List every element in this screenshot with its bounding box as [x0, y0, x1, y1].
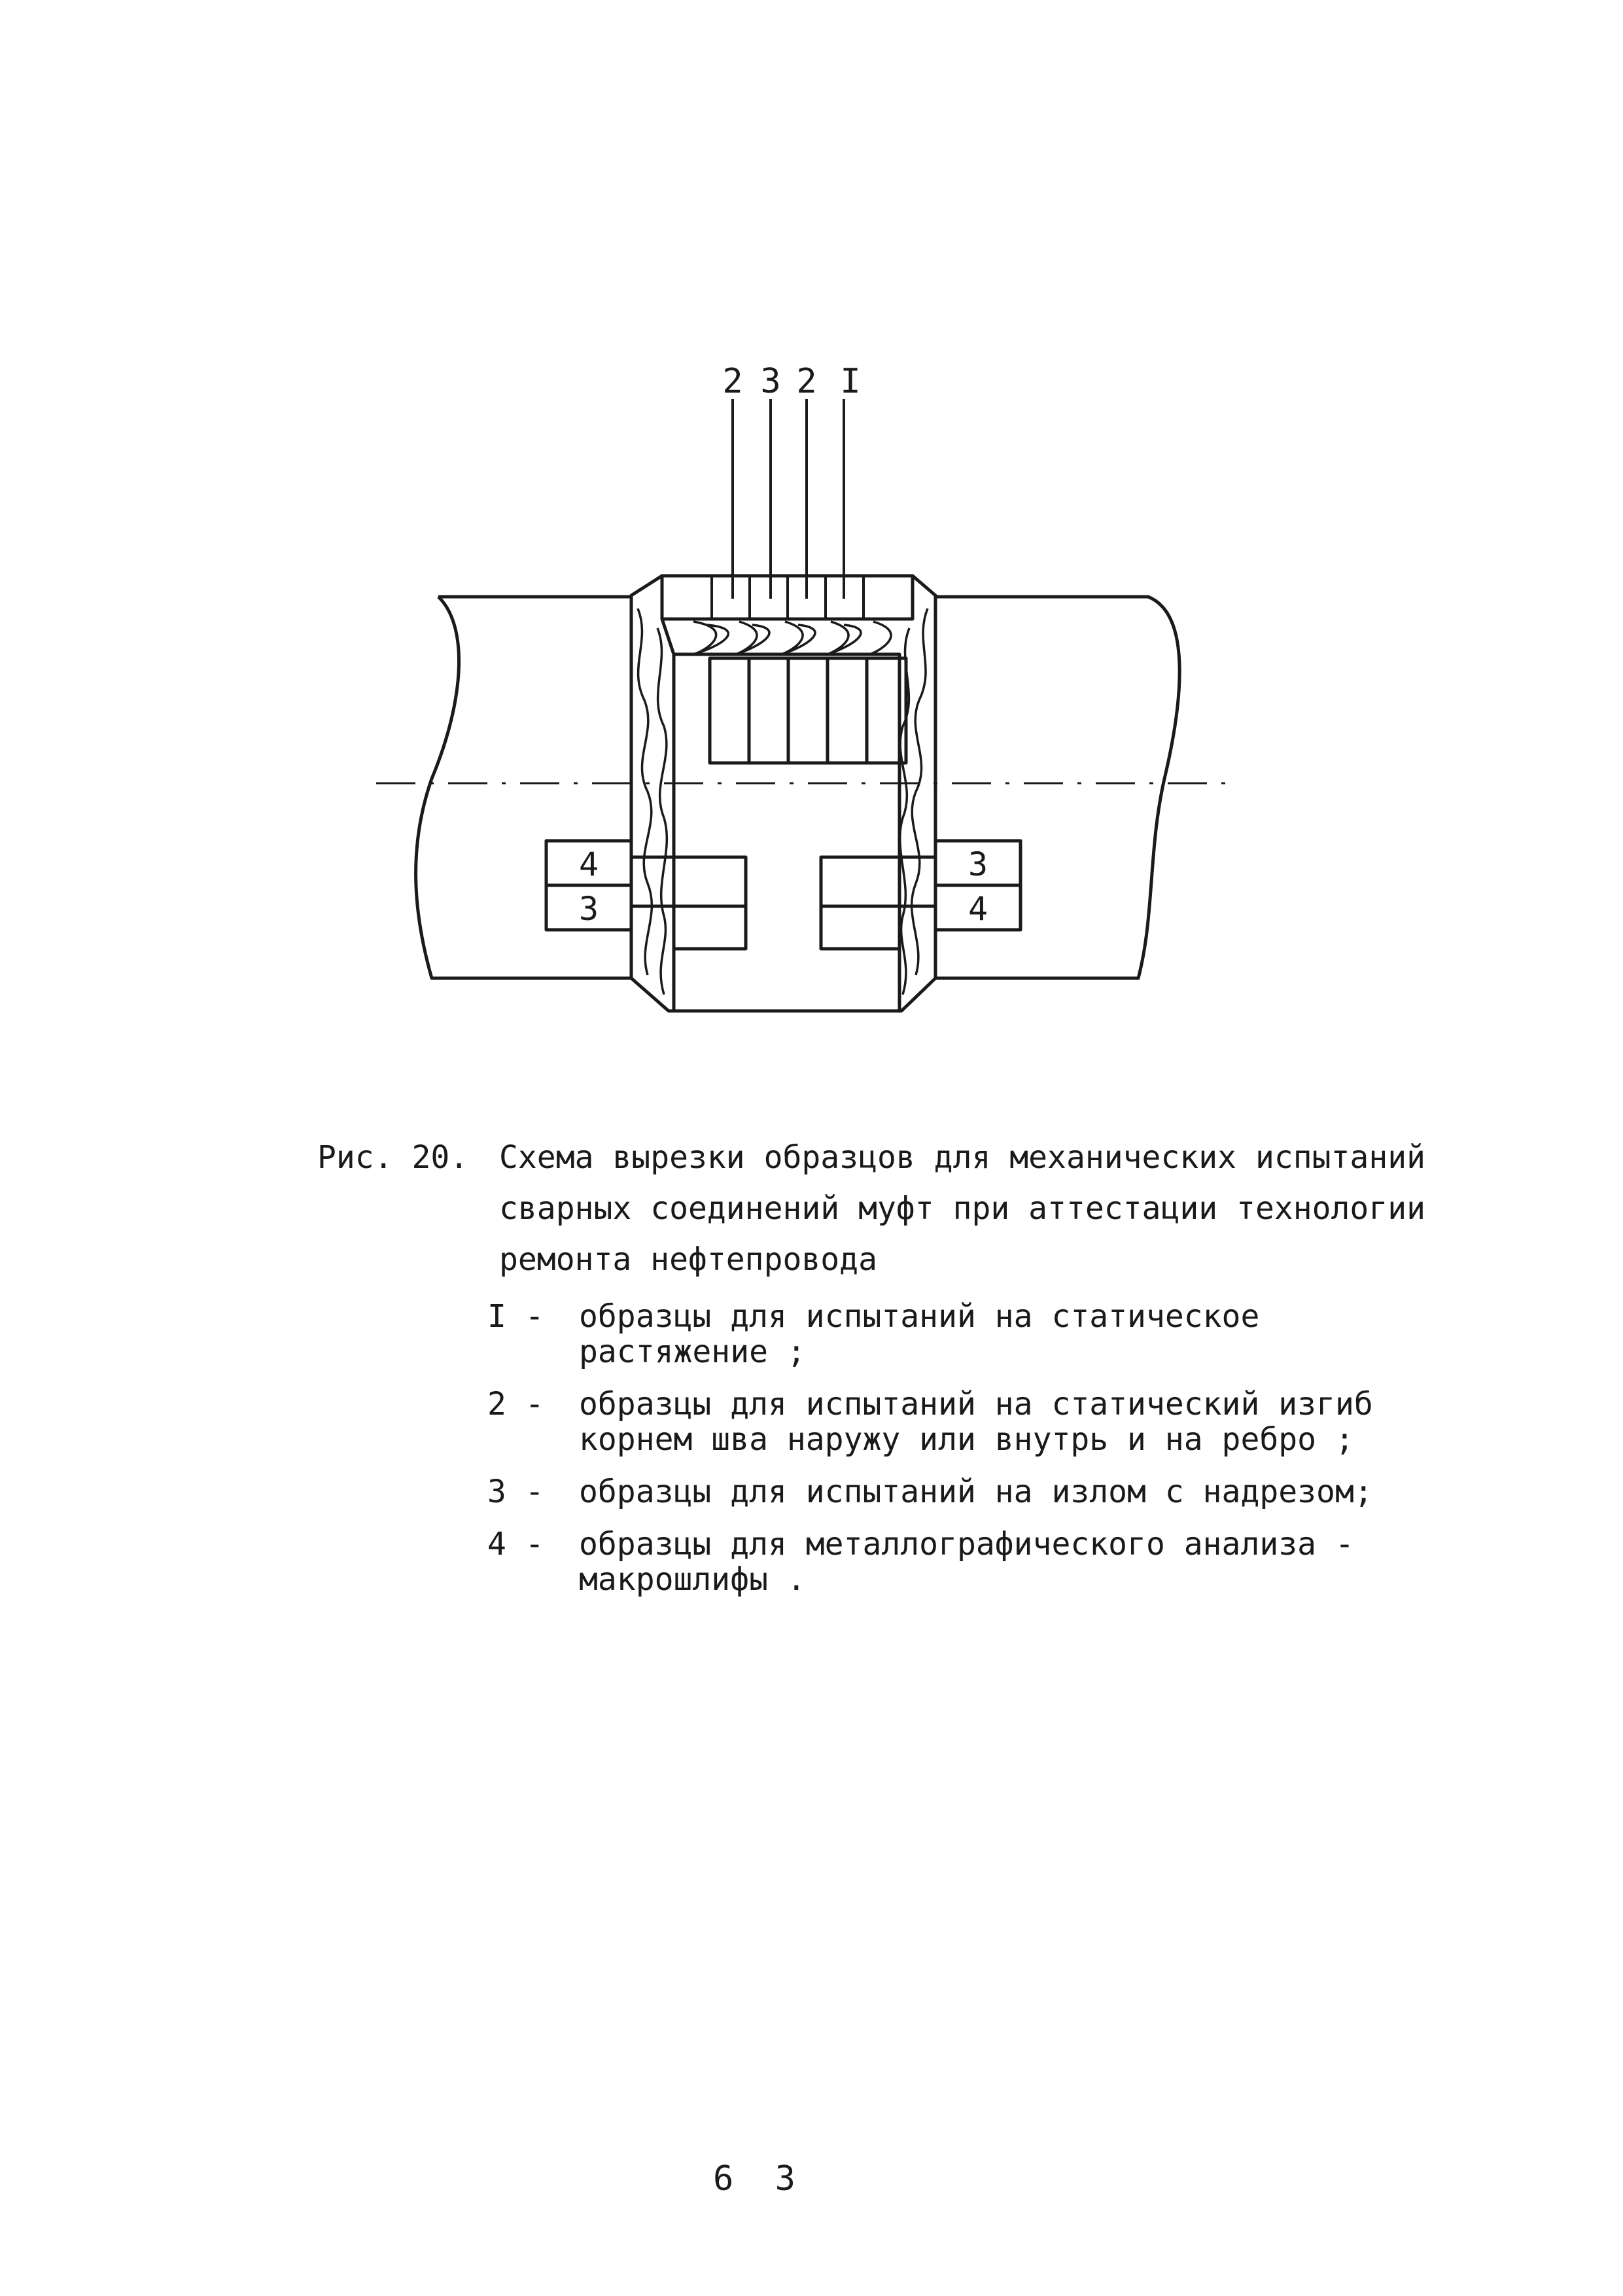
legend-text: растяжение ;: [579, 1333, 806, 1370]
pipe-left-outline: [416, 597, 631, 978]
right-specimen-boxes: [821, 841, 1021, 949]
top-labels: [722, 362, 860, 401]
legend-number: 2 -: [487, 1386, 544, 1422]
caption-line: Схема вырезки образцов для механических испытаний: [499, 1139, 1426, 1176]
legend-text: макрошлифы .: [579, 1561, 806, 1598]
legend-item: [487, 1527, 1586, 1597]
legend-text: образцы для металлографического анализа -: [579, 1526, 1354, 1563]
caption-line: сварных соединений муфт при аттестации технологии: [499, 1190, 1426, 1227]
legend-item: [487, 1299, 1586, 1369]
legend: [487, 1299, 1586, 1614]
legend-item: [487, 1474, 1586, 1510]
left-label-top: 4: [578, 845, 599, 883]
top-specimen-strips: [712, 576, 864, 619]
top-leader-lines: [733, 399, 844, 599]
legend-text: образцы для испытаний на статический изгиб: [579, 1386, 1373, 1422]
inner-specimen-block: [710, 658, 906, 763]
left-specimen-boxes: [546, 841, 746, 949]
caption-text: [499, 1132, 1559, 1285]
right-label-bottom: 4: [968, 890, 988, 928]
legend-item: [487, 1386, 1586, 1457]
caption-prefix: Рис. 20.: [317, 1139, 469, 1176]
right-label-top: 3: [968, 845, 988, 883]
left-label-bottom: 3: [578, 890, 599, 928]
top-label-2: 3: [760, 362, 781, 401]
legend-text: образцы для испытаний на статическое: [579, 1298, 1260, 1335]
top-label-4: I: [840, 362, 861, 401]
legend-number: 4 -: [487, 1526, 544, 1563]
legend-text: корнем шва наружу или внутрь и на ребро ;: [579, 1421, 1354, 1458]
legend-number: I -: [487, 1298, 544, 1335]
weld-specimen-diagram: [0, 0, 1623, 1112]
legend-text: образцы для испытаний на излом с надрезом;: [579, 1474, 1373, 1510]
top-label-1: 2: [722, 362, 743, 401]
caption-line: ремонта нефтепровода: [499, 1241, 877, 1278]
top-weld-inner-line: [662, 619, 674, 654]
weld-hatching: [638, 609, 928, 995]
page-number: 6 3: [713, 2159, 806, 2199]
top-label-3: 2: [796, 362, 817, 401]
legend-number: 3 -: [487, 1474, 544, 1510]
